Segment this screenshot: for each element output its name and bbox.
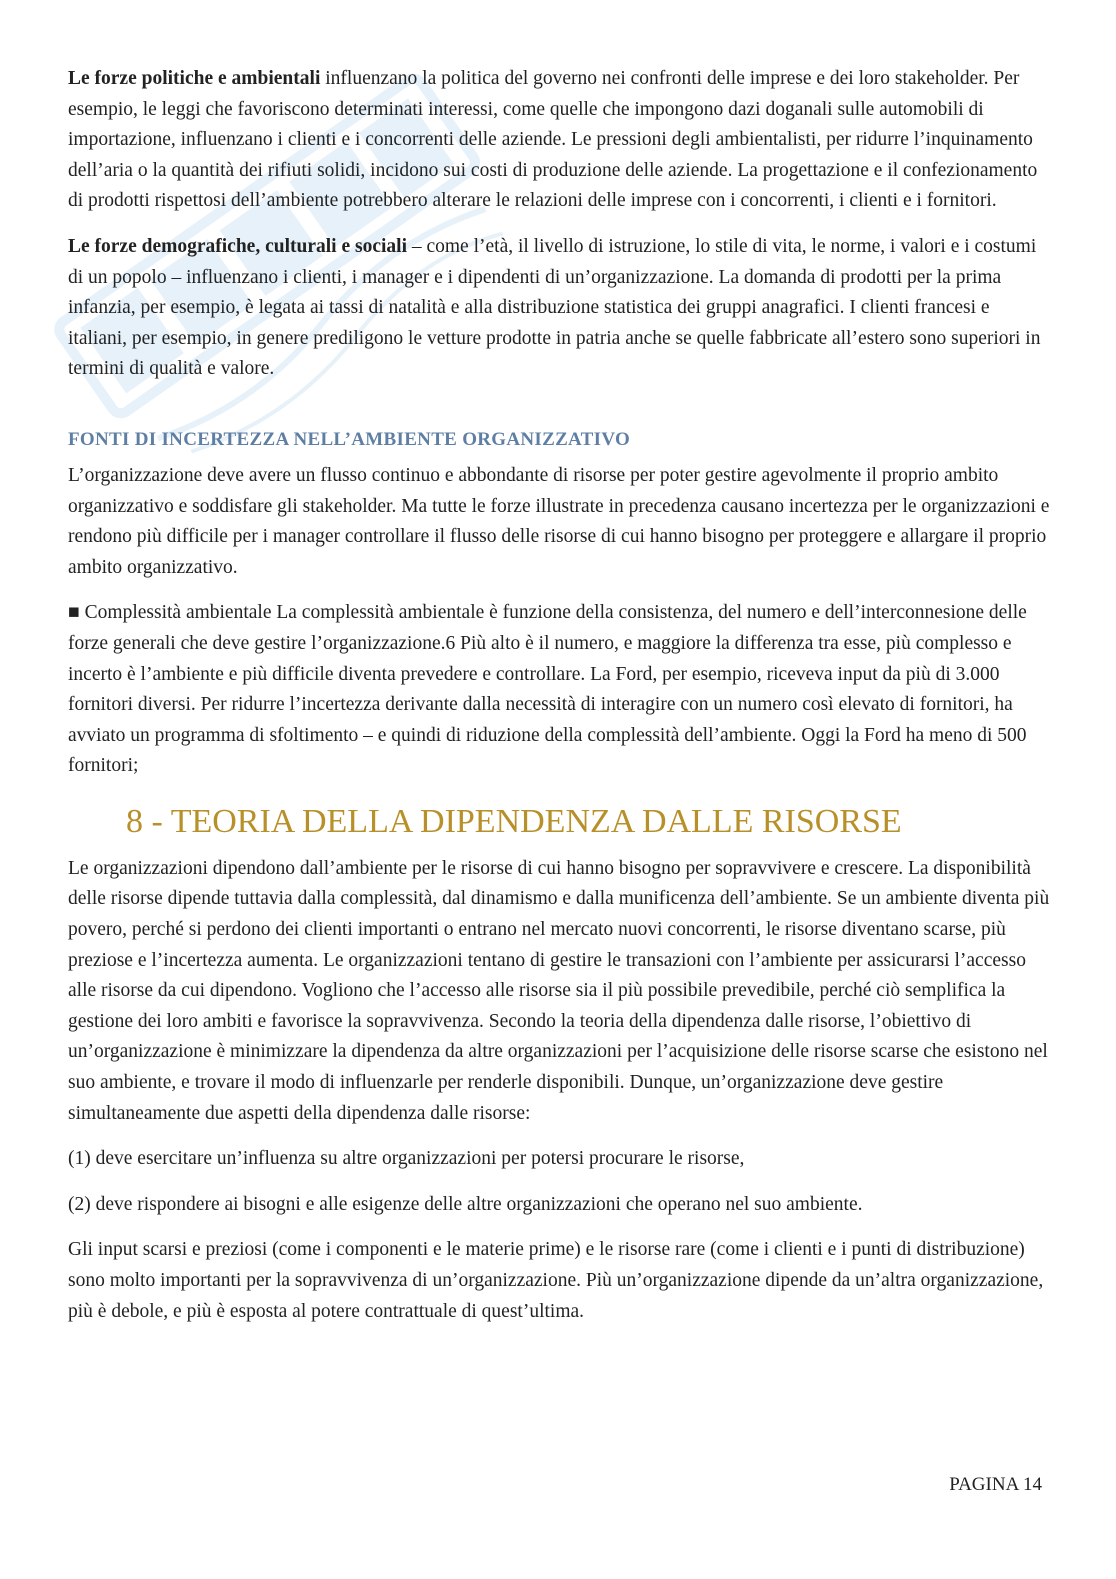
paragraph-resource-dependence: Le organizzazioni dipendono dall’ambiente per le risorse di cui hanno bisogno per sopravvivere e crescere. La disponibilità delle risorse dipende tuttavia dalla complessità, dal dinamismo e dalla munificenza dell’ambiente. Se un ambiente diventa più povero, perché si perdono dei clienti importanti o entrano nel mercato nuovi concorrenti, le risorse diventano scarse, più preziose e l’incertezza aumenta. Le organizzazioni tentano di gestire le transazioni con l’ambiente per assicurarsi l’accesso alle risorse da cui dipendono. Vogliono che l’accesso alle risorse sia il più possibile prevedibile, perché ciò semplifica la gestione dei loro ambiti e favorisce la sopravvivenza. Secondo la teoria della dipendenza dalle risorse, l’obiettivo di un’organizzazione è minimizzare la dipendenza da altre organizzazioni per l’acquisizione delle risorse scarse che esistono nel suo ambiente, e trovare il modo di influenzarle per renderle disponibili. Dunque, un’organizzazione deve gestire simultaneamente due aspetti della dipendenza dalle risorse: xyxy=(68,857,1050,1124)
paragraph-bold-lead: Le forze demografiche, culturali e sociali xyxy=(68,235,407,257)
paragraph-bold-lead: Le forze politiche e ambientali xyxy=(68,68,321,89)
section-heading: FONTI DI INCERTEZZA NELL’AMBIENTE ORGANIZZATIVO xyxy=(68,428,631,450)
paragraph-point-1: (1) deve esercitare un’influenza su altre organizzazioni per potersi procurare le risorse, xyxy=(68,1148,745,1170)
page-number: PAGINA 14 xyxy=(949,1474,1042,1495)
chapter-title: 8 - TEORIA DELLA DIPENDENZA DALLE RISORSE xyxy=(126,802,902,840)
document-page xyxy=(68,64,1050,1564)
paragraph-uncertainty: L’organizzazione deve avere un flusso continuo e abbondante di risorse per poter gestire agevolmente il proprio ambito organizzativo e soddisfare gli stakeholder. Ma tutte le forze illustrate in precedenza causano incertezza per le organizzazioni e rendono più difficile per i manager controllare il flusso delle risorse di cui hanno bisogno per proteggere e allargare il proprio ambito organizzativo. xyxy=(68,464,1050,578)
paragraph-body: – come l’età, il livello di istruzione, lo stile di vita, le norme, i valori e i costumi di un popolo – influenzano i clienti, i manager e i dipendenti di un’organizzazione. La domanda di prodotti per la prima infanzia, per esempio, è legata ai tassi di natalità e alla distribuzione statistica dei gruppi anagrafici. I clienti francesi e italiani, per esempio, in genere prediligono le vetture prodotte in patria anche se quelle fabbricate all’estero sono superiori in termini di qualità e valore. xyxy=(68,235,1041,380)
paragraph-demographic-forces xyxy=(68,232,1050,385)
paragraph-political-forces xyxy=(68,64,1050,217)
paragraph-scarce-inputs: Gli input scarsi e preziosi (come i componenti e le materie prime) e le risorse rare (come i clienti e i punti di distribuzione) sono molto importanti per la sopravvivenza di un’organizzazione. Più un’organizzazione dipende da un’altra organizzazione, più è debole, e più è esposta al potere contrattuale di quest’ultima. xyxy=(68,1239,1044,1322)
paragraph-point-2: (2) deve rispondere ai bisogni e alle esigenze delle altre organizzazioni che operano nel suo ambiente. xyxy=(68,1193,863,1215)
paragraph-complexity: ■ Complessità ambientale La complessità ambientale è funzione della consistenza, del numero e dell’interconnesione delle forze generali che deve gestire l’organizzazione.6 Più alto è il numero, e maggiore la differenza tra esse, più complesso e incerto è l’ambiente e più difficile diventa prevedere e controllare. La Ford, per esempio, riceveva input da più di 3.000 fornitori diversi. Per ridurre l’incertezza derivante dalla necessità di interagire con un numero così elevato di fornitori, ha avviato un programma di sfoltimento – e quindi di riduzione della complessità dell’ambiente. Oggi la Ford ha meno di 500 fornitori; xyxy=(68,602,1027,777)
paragraph-body: influenzano la politica del governo nei confronti delle imprese e dei loro stakeholder. Per esempio, le leggi che favoriscono determinati interessi, come quelle che impongono dazi doganali sulle automobili di importazione, influenzano i clienti e i concorrenti delle aziende. Le pressioni degli ambientalisti, per ridurre l’inquinamento dell’aria o la quantità dei rifiuti solidi, incidono sui costi di produzione delle aziende. La progettazione e il confezionamento di prodotti rispettosi dell’ambiente potrebbero alterare le relazioni delle imprese con i concorrenti, i clienti e i fornitori. xyxy=(68,68,1038,212)
